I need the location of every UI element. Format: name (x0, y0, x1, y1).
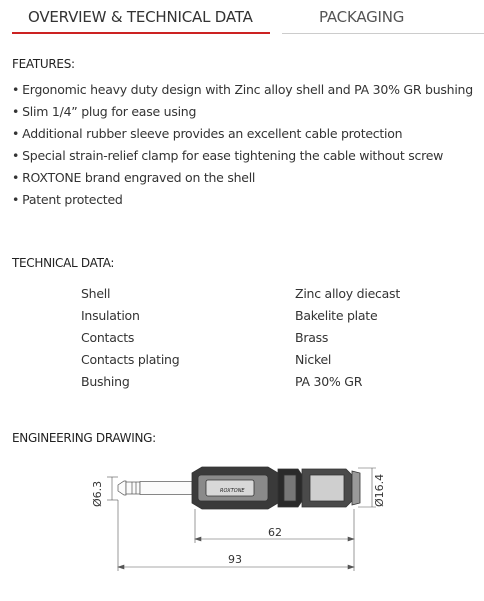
feature-item: • Patent protected (12, 189, 473, 211)
feature-item: • ROXTONE brand engraved on the shell (12, 167, 473, 189)
features-heading: FEATURES: (12, 57, 75, 71)
length-62-label: 62 (268, 526, 282, 539)
spec-row (81, 349, 461, 371)
tip-diameter-label: Ø6.3 (91, 480, 104, 507)
tip-diameter-dimension (107, 477, 118, 500)
spec-value: Brass (295, 330, 329, 345)
tab-packaging[interactable]: PACKAGING (319, 8, 405, 26)
plug-body (192, 467, 360, 509)
spec-label: Shell (81, 286, 111, 301)
feature-item: • Ergonomic heavy duty design with Zinc alloy shell and PA 30% GR bushing (12, 79, 473, 101)
tab-overview-technical-data[interactable]: OVERVIEW & TECHNICAL DATA (28, 8, 253, 26)
spec-row (81, 371, 461, 393)
engineering-drawing-heading: ENGINEERING DRAWING: (12, 431, 156, 445)
engineering-drawing (0, 455, 484, 601)
feature-item: • Additional rubber sleeve provides an excellent cable protection (12, 123, 473, 145)
spec-label: Contacts plating (81, 352, 180, 367)
technical-data-heading: TECHNICAL DATA: (12, 256, 115, 270)
tab-bar (12, 0, 484, 36)
spec-row (81, 283, 461, 305)
spec-value: Bakelite plate (295, 308, 378, 323)
spec-value: PA 30% GR (295, 374, 363, 389)
technical-data-table (81, 283, 461, 393)
brand-engraving: ROXTONE (220, 488, 245, 494)
feature-item: • Special strain-relief clamp for ease tightening the cable without screw (12, 145, 473, 167)
features-list (12, 79, 473, 211)
spec-row (81, 327, 461, 349)
spec-value: Nickel (295, 352, 332, 367)
spec-label: Contacts (81, 330, 135, 345)
body-diameter-label: Ø16.4 (373, 473, 386, 507)
tab-divider (282, 33, 484, 34)
active-tab-indicator (12, 32, 270, 34)
spec-row (81, 305, 461, 327)
length-93-label: 93 (228, 553, 242, 566)
spec-label: Insulation (81, 308, 140, 323)
feature-item: • Slim 1/4” plug for ease using (12, 101, 473, 123)
spec-label: Bushing (81, 374, 130, 389)
plug-shaft (118, 481, 192, 495)
spec-value: Zinc alloy diecast (295, 286, 400, 301)
